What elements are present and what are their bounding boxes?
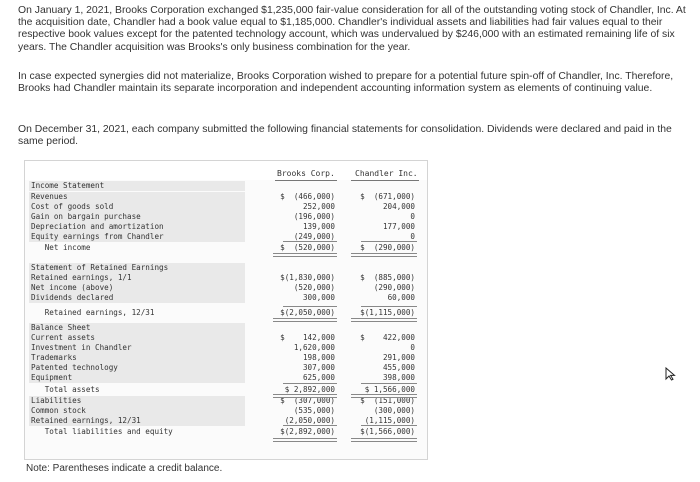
subtotal-rule (361, 383, 417, 384)
subtotal-rule (361, 241, 417, 242)
row-label: Common stock (29, 406, 245, 416)
cell-brooks: 307,000 (302, 363, 335, 372)
row-label: Liabilities (29, 396, 245, 406)
cell-brooks: $ (307,000) (280, 396, 335, 405)
row-label: Net income (31, 243, 91, 252)
row-label: Depreciation and amortization (29, 222, 245, 232)
row-label: Gain on bargain purchase (29, 212, 245, 222)
row-label: Investment in Chandler (29, 343, 245, 353)
row-label: Patented technology (29, 363, 245, 373)
cell-brooks: $ 142,000 (280, 333, 335, 342)
row-label: Retained earnings, 12/31 (29, 416, 245, 426)
row-label: Equipment (29, 373, 245, 383)
cell-brooks: 1,620,000 (293, 343, 335, 352)
row-label: Retained earnings, 1/1 (29, 273, 245, 283)
paragraph-statements-intro: On December 31, 2021, each company submitted the following financial statements for consolidation. Dividends were declared and paid in the same period. (18, 124, 672, 148)
mouse-pointer-icon (664, 367, 678, 381)
row-label: Equity earnings from Chandler (29, 232, 245, 242)
row-label: Cost of goods sold (29, 202, 245, 212)
cell-brooks: (520,000) (293, 283, 335, 292)
cell-brooks: 252,000 (302, 202, 335, 211)
row-label: Income Statement (29, 181, 245, 191)
column-header-brooks: Brooks Corp. (277, 169, 335, 178)
cell-brooks: 300,000 (302, 293, 335, 302)
cell-chandler: (1,115,000) (364, 416, 415, 425)
cell-brooks: $ 2,892,000 (284, 385, 335, 394)
row-label: Revenues (29, 192, 245, 202)
row-label: Total liabilities and equity (31, 427, 173, 436)
row-label: Trademarks (29, 353, 245, 363)
cell-brooks: 139,000 (302, 222, 335, 231)
cell-brooks: $(2,050,000) (280, 308, 335, 317)
credit-balance-note: Note: Parentheses indicate a credit balance. (26, 463, 223, 474)
total-double-rule (273, 394, 337, 398)
column-header-chandler: Chandler Inc. (355, 169, 418, 178)
paragraph-acquisition: On January 1, 2021, Brooks Corporation exchanged $1,235,000 fair-value consideration for all of the outstanding voting stock of Chandler, Inc. At the acquisition date, Chandler had a book value equal to $1,185,000. Chandler's individual assets and liabilities had fair values equal to their respective book values except for the patented technology account, which was undervalued by $246,000 with an estimated remaining life of six years. The Chandler acquisition was Brooks's only business combination for the year. (18, 5, 686, 53)
cell-brooks: 198,000 (302, 353, 335, 362)
cell-chandler: 291,000 (382, 353, 415, 362)
subtotal-rule (361, 306, 417, 307)
column-rule-brooks (275, 180, 337, 181)
financial-statements-table (24, 160, 428, 460)
cell-brooks: (196,000) (293, 212, 335, 221)
cell-chandler: $(1,566,000) (360, 427, 415, 436)
total-double-rule (273, 438, 337, 442)
cell-chandler: $ (885,000) (360, 273, 415, 282)
total-double-rule (273, 318, 337, 322)
row-label: Statement of Retained Earnings (29, 263, 245, 273)
cell-chandler: 177,000 (382, 222, 415, 231)
cell-chandler: $ (671,000) (360, 192, 415, 201)
cell-chandler: $ (290,000) (360, 243, 415, 252)
row-label: Balance Sheet (29, 323, 245, 333)
cell-chandler: 0 (410, 212, 415, 221)
paragraph-spin-off: In case expected synergies did not materialize, Brooks Corporation wished to prepare for a potential future spin-off of Chandler, Inc. Therefore, Brooks had Chandler maintain its separate incorporation and independent accounting information system as elements of continuing value. (18, 71, 674, 95)
total-double-rule (351, 253, 417, 257)
cell-brooks: (249,000) (293, 232, 335, 241)
cell-chandler: $(1,115,000) (360, 308, 415, 317)
column-rule-chandler (351, 180, 419, 181)
cell-chandler: $ 1,566,000 (364, 385, 415, 394)
total-double-rule (351, 318, 417, 322)
row-label: Retained earnings, 12/31 (31, 308, 155, 317)
cell-brooks: (535,000) (293, 406, 335, 415)
cell-chandler: 204,000 (382, 202, 415, 211)
cell-chandler: $ (151,000) (360, 396, 415, 405)
cell-brooks: 625,000 (302, 373, 335, 382)
cell-brooks: $(1,830,000) (280, 273, 335, 282)
cell-chandler: (300,000) (373, 406, 415, 415)
cell-chandler: $ 422,000 (360, 333, 415, 342)
cell-chandler: 0 (410, 343, 415, 352)
row-label: Dividends declared (29, 293, 245, 303)
cell-brooks: $(2,892,000) (280, 427, 335, 436)
subtotal-rule (361, 425, 417, 426)
cell-chandler: 455,000 (382, 363, 415, 372)
subtotal-rule (283, 241, 337, 242)
subtotal-rule (283, 425, 337, 426)
cell-brooks: $ (520,000) (280, 243, 335, 252)
cell-chandler: 60,000 (387, 293, 415, 302)
total-double-rule (351, 394, 417, 398)
row-label: Net income (above) (29, 283, 245, 293)
cell-brooks: (2,050,000) (284, 416, 335, 425)
cell-chandler: (290,000) (373, 283, 415, 292)
total-double-rule (351, 438, 417, 442)
total-double-rule (273, 253, 337, 257)
subtotal-rule (283, 306, 337, 307)
cell-brooks: $ (466,000) (280, 192, 335, 201)
cell-chandler: 398,000 (382, 373, 415, 382)
cell-chandler: 0 (410, 232, 415, 241)
row-label: Total assets (31, 385, 100, 394)
row-label: Current assets (29, 333, 245, 343)
subtotal-rule (283, 383, 337, 384)
